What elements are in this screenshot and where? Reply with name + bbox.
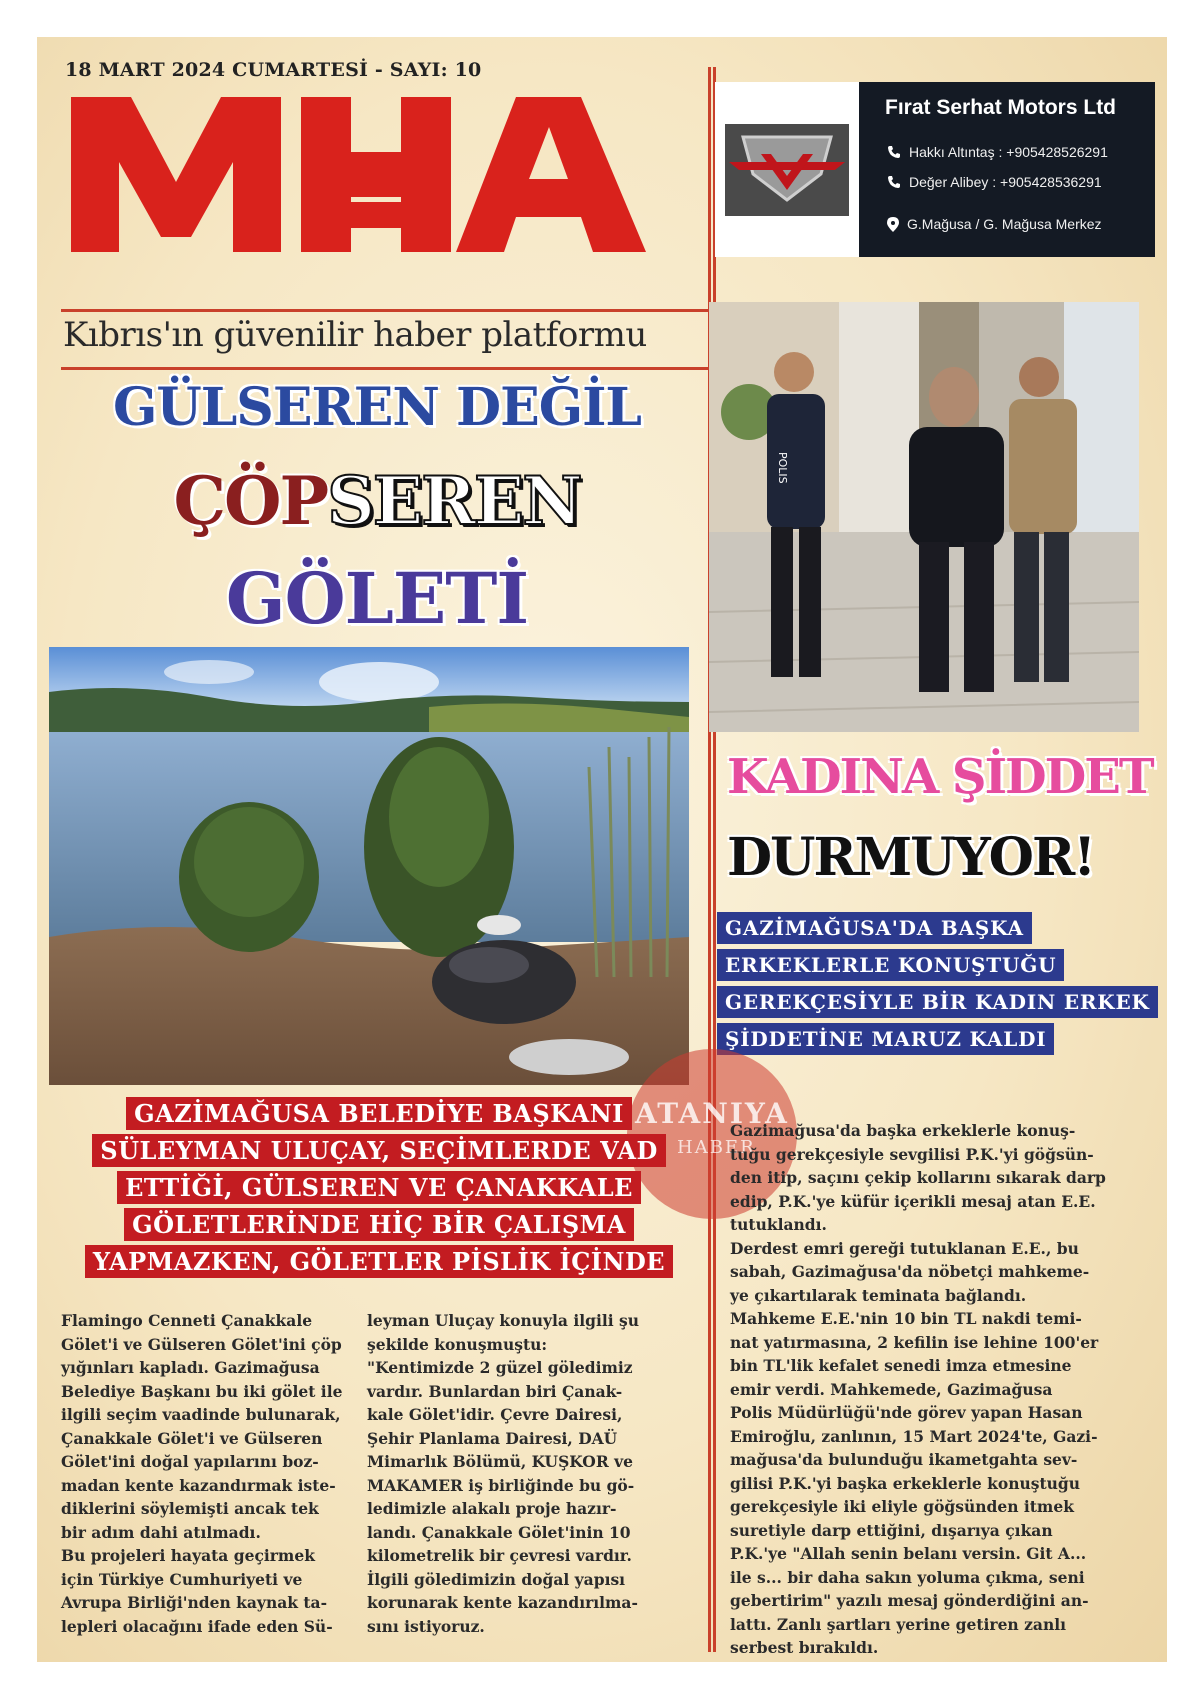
red-headline-line: GÖLETLERİNDE HİÇ BİR ÇALIŞMA (124, 1208, 634, 1241)
watermark-text: ATANIYA (635, 1097, 789, 1130)
ad-contact-1: Hakkı Altıntaş : +905428526291 (909, 144, 1108, 160)
side-headline-black: DURMUYOR! (727, 827, 1095, 888)
text-line: sını istiyoruz. (367, 1616, 485, 1636)
text-line: Bu projeleri hayata geçirmek (61, 1546, 315, 1565)
ad-contact-row-2[interactable] (887, 174, 1102, 190)
arrest-photo (709, 302, 1139, 732)
headline-seren: SEREN (327, 462, 581, 540)
main-story-column-1 (61, 1309, 351, 1638)
text-line: şekilde konuşmuştu: (367, 1334, 548, 1354)
red-subheadline (59, 1097, 699, 1282)
watermark-subtext: HABER (677, 1137, 756, 1158)
text-line: den itip, saçını çekip kollarını sıkarak darp (730, 1168, 1106, 1187)
headline-cop: ÇÖP (173, 462, 328, 540)
text-line: ile s... bir daha sakın yoluma çıkma, seni (730, 1567, 1085, 1587)
text-line: ledimizle alakalı proje hazır- (367, 1499, 617, 1518)
ad-contact-row-1[interactable] (887, 144, 1108, 160)
main-story-column-2 (367, 1309, 677, 1638)
main-headline-line1: GÜLSEREN DEĞİL (112, 377, 641, 438)
text-line: "Kentimizde 2 güzel göledimiz (367, 1358, 633, 1377)
issue-date-line: 18 MART 2024 CUMARTESİ - SAYI: 10 (65, 59, 482, 81)
text-line: Polis Müdürlüğü'nde görev yapan Hasan (730, 1403, 1083, 1422)
subhead-line: ŞİDDETİNE MARUZ KALDI (717, 1023, 1054, 1055)
text-line: Gölet'i ve Gülseren Gölet'ini çöp (61, 1334, 342, 1354)
text-line: Avrupa Birliği'nden kaynak ta- (61, 1593, 328, 1612)
text-line: gilisi P.K.'yi başka erkeklerle konuştuğu (730, 1473, 1080, 1493)
text-line: ilgili seçim vaadinde bulunarak, (61, 1405, 341, 1424)
masthead-rule-bottom (61, 367, 709, 370)
text-line: serbest bırakıldı. (730, 1638, 879, 1657)
text-line: Flamingo Cenneti Çanakkale (61, 1311, 313, 1330)
text-line: Çanakkale Gölet'i ve Gülseren (61, 1428, 323, 1448)
text-line: Emiroğlu, zanlının, 15 Mart 2024'te, Gazi- (730, 1426, 1098, 1446)
text-line: Gölet'ini doğal yapılarını boz- (61, 1452, 319, 1471)
text-line: lepleri olacağını ifade eden Sü- (61, 1616, 333, 1636)
subhead-line: ERKEKLERLE KONUŞTUĞU (717, 949, 1064, 981)
location-pin-icon (887, 217, 899, 232)
text-line: bir adım dahi atılmadı. (61, 1522, 261, 1542)
text-line: Şehir Planlama Dairesi, DAÜ (367, 1428, 618, 1448)
side-story-body (730, 1119, 1155, 1660)
subhead-line: GAZİMAĞUSA'DA BAŞKA (717, 912, 1032, 944)
mha-logo (61, 87, 711, 317)
text-line: lattı. Zanlı şartları yerine getiren zanlı (730, 1614, 1066, 1634)
phone-icon (887, 175, 901, 189)
text-line: suretiyle darp ettiğini, dışarıya çıkan (730, 1520, 1053, 1540)
masthead-rule-top (61, 309, 709, 312)
text-line: gebertirim" yazılı mesaj gönderdiğini an- (730, 1591, 1089, 1610)
ad-company-name: Fırat Serhat Motors Ltd (885, 96, 1117, 119)
phone-icon (887, 145, 901, 159)
text-line: için Türkiye Cumhuriyeti ve (61, 1569, 303, 1589)
text-line: nat yatırmasına, 2 kefilin ise lehine 100'er (730, 1332, 1099, 1352)
masthead-tagline: Kıbrıs'ın güvenilir haber platformu (63, 315, 647, 355)
text-line: Gazimağusa'da başka erkeklerle konuş- (730, 1121, 1076, 1140)
red-headline-line: ETTİĞİ, GÜLSEREN VE ÇANAKKALE (117, 1171, 641, 1204)
text-line: Derdest emri gereği tutuklanan E.E., bu (730, 1238, 1079, 1258)
ad-location: G.Mağusa / G. Mağusa Merkez (907, 216, 1102, 232)
advertisement-box[interactable] (715, 82, 1155, 257)
subhead-line: GEREKÇESİYLE BİR KADIN ERKEK (717, 986, 1158, 1018)
ad-location-row (887, 216, 1102, 232)
text-line: ye çıkartılarak teminata bağlandı. (730, 1285, 1027, 1305)
text-line: sabah, Gazimağusa'da nöbetçi mahkeme- (730, 1262, 1090, 1281)
pond-photo (49, 647, 689, 1085)
ad-info-panel (859, 82, 1155, 257)
text-line: tutuklandı. (730, 1215, 827, 1234)
text-line: Mimarlık Bölümü, KUŞKOR ve (367, 1452, 633, 1471)
text-line: emir verdi. Mahkemede, Gazimağusa (730, 1379, 1053, 1399)
red-headline-line: SÜLEYMAN ULUÇAY, SEÇİMLERDE VAD (92, 1134, 666, 1167)
text-line: tuğu gerekçesiyle sevgilisi P.K.'yi göğsün- (730, 1144, 1094, 1164)
text-line: kilometrelik bir çevresi vardır. (367, 1546, 632, 1565)
text-line: Mahkeme E.E.'nin 10 bin TL nakdi temi- (730, 1309, 1082, 1328)
text-line: Belediye Başkanı bu iki gölet ile (61, 1381, 343, 1401)
red-headline-line: YAPMAZKEN, GÖLETLER PİSLİK İÇİNDE (85, 1245, 673, 1278)
text-line: kale Gölet'idir. Çevre Dairesi, (367, 1405, 623, 1424)
text-line: vardır. Bunlardan biri Çanak- (367, 1381, 623, 1401)
police-jacket-label: POLIS (776, 452, 789, 484)
main-headline-line2 (37, 462, 717, 540)
motors-shield-logo-icon (715, 82, 859, 257)
text-line: korunarak kente kazandırılma- (367, 1593, 638, 1612)
ad-logo-panel (715, 82, 859, 257)
text-line: gerekçesiyle iki eliyle göğsünden itmek (730, 1497, 1074, 1516)
side-subheadline (717, 912, 1167, 1060)
red-headline-line: GAZİMAĞUSA BELEDİYE BAŞKANI (126, 1097, 632, 1130)
text-line: bin TL'lik kefalet senedi imza etmesine (730, 1356, 1072, 1375)
ad-contact-2: Değer Alibey : +905428536291 (909, 174, 1102, 190)
text-line: MAKAMER iş birliğinde bu gö- (367, 1475, 635, 1495)
text-line: P.K.'ye "Allah senin belanı versin. Git A... (730, 1544, 1087, 1563)
text-line: madan kente kazandırmak iste- (61, 1475, 336, 1495)
text-line: landı. Çanakkale Gölet'inin 10 (367, 1522, 631, 1542)
text-line: diklerini söylemişti ancak tek (61, 1499, 319, 1518)
main-headline-line3: GÖLETİ (225, 557, 529, 640)
newspaper-page (37, 37, 1167, 1662)
text-line: İlgili göledimizin doğal yapısı (367, 1569, 626, 1589)
side-headline-pink: KADINA ŞİDDET (727, 749, 1153, 805)
text-line: edip, P.K.'ye küfür içerikli mesaj atan E.E. (730, 1191, 1096, 1211)
text-line: leyman Uluçay konuyla ilgili şu (367, 1311, 640, 1330)
text-line: yığınları kapladı. Gazimağusa (61, 1358, 320, 1377)
text-line: mağusa'da bulunduğu ikametgahta sev- (730, 1450, 1078, 1469)
